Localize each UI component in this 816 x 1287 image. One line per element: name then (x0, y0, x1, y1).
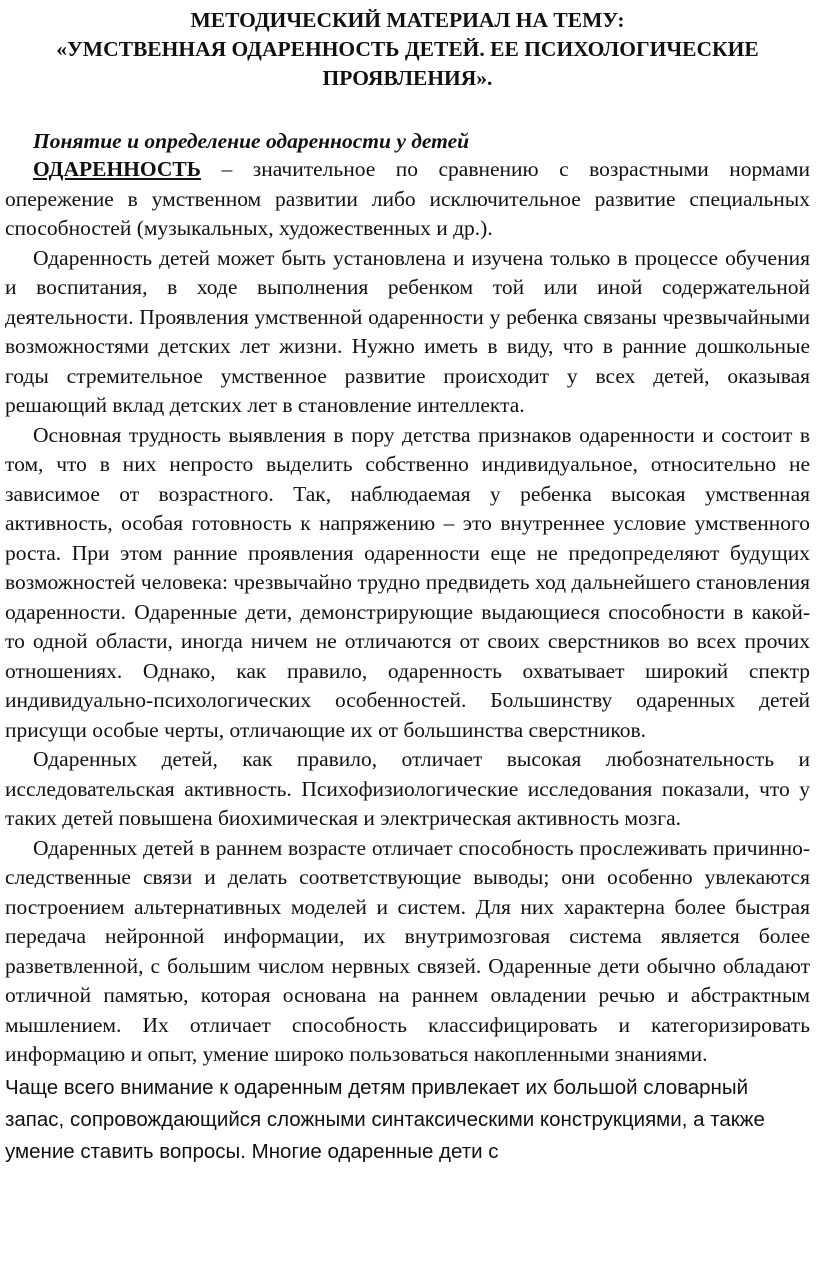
definition-term: ОДАРЕННОСТЬ (33, 157, 201, 181)
paragraph-2: Основная трудность выявления в пору детства признаков одаренности и состоит в том, что в них непросто выделить собственно индивидуальное, относительно не зависимое от возрастного. Так, наблюдаемая у ребенка высокая умственная активность, особая готовность к напряжению – это внутреннее условие умственного роста. При этом ранние проявления одаренности еще не предопределяют будущих возможностей человека: чрезвычайно трудно предвидеть ход дальнейшего становления одаренности. Одаренные дети, демонстрирующие выдающиеся способности в какой-то одной области, иногда ничем не отличаются от своих сверстников во всех прочих отношениях. Однако, как правило, одаренность охватывает широкий спектр индивидуально-психологических особенностей. Большинству одаренных детей присущи особые черты, отличающие их от большинства сверстников. (5, 422, 810, 742)
paragraph-3: Одаренных детей, как правило, отличает высокая любознательность и исследовательская активность. Психофизиологические исследования показали, что у таких детей повышена биохимическая и электрическая активность мозга. (5, 747, 810, 830)
title-line-3: ПРОЯВЛЕНИЯ». (322, 66, 493, 90)
paragraph-tail: Чаще всего внимание к одаренным детям привлекает их большой словарный запас, сопровождающийся сложными синтаксическими конструкциями, а также умение ставить вопросы. Многие одаренные дети с (5, 1075, 765, 1163)
section-subheading: Понятие и определение одаренности у детей (33, 129, 470, 153)
title-line-1: МЕТОДИЧЕСКИЙ МАТЕРИАЛ НА ТЕМУ: (190, 8, 625, 32)
title-line-2: «УМСТВЕННАЯ ОДАРЕННОСТЬ ДЕТЕЙ. ЕЕ ПСИХОЛОГИЧЕСКИЕ (56, 37, 759, 61)
document-title (5, 0, 810, 93)
paragraph-1: Одаренность детей может быть установлена и изучена только в процессе обучения и воспитания, в ходе выполнения ребенком той или иной содержательной деятельности. Проявления умственной одаренности у ребенка связаны чрезвычайными возможностями детских лет жизни. Нужно иметь в виду, что в ранние дошкольные годы стремительное умственное развитие происходит у всех детей, оказывая решающий вклад детских лет в становление интеллекта. (5, 245, 810, 417)
definition-paragraph (5, 155, 810, 244)
paragraph-4: Одаренных детей в раннем возрасте отличает способность прослеживать причинно-следственные связи и делать соответствующие выводы; они особенно увлекаются построением альтернативных моделей и систем. Для них характерна более быстрая передача нейронной информации, их внутримозговая система является более разветвленной, с большим числом нервных связей. Одаренные дети обычно обладают отличной памятью, которая основана на раннем овладении речью и абстрактным мышлением. Их отличает способность классифицировать и категоризировать информацию и опыт, умение широко пользоваться накопленными знаниями. (5, 835, 810, 1066)
definition-text: – значительное по сравнению с возрастными нормами опережение в умственном развитии либо исключительное развитие специальных способностей (музыкальных, художественных и др.). (5, 157, 810, 240)
